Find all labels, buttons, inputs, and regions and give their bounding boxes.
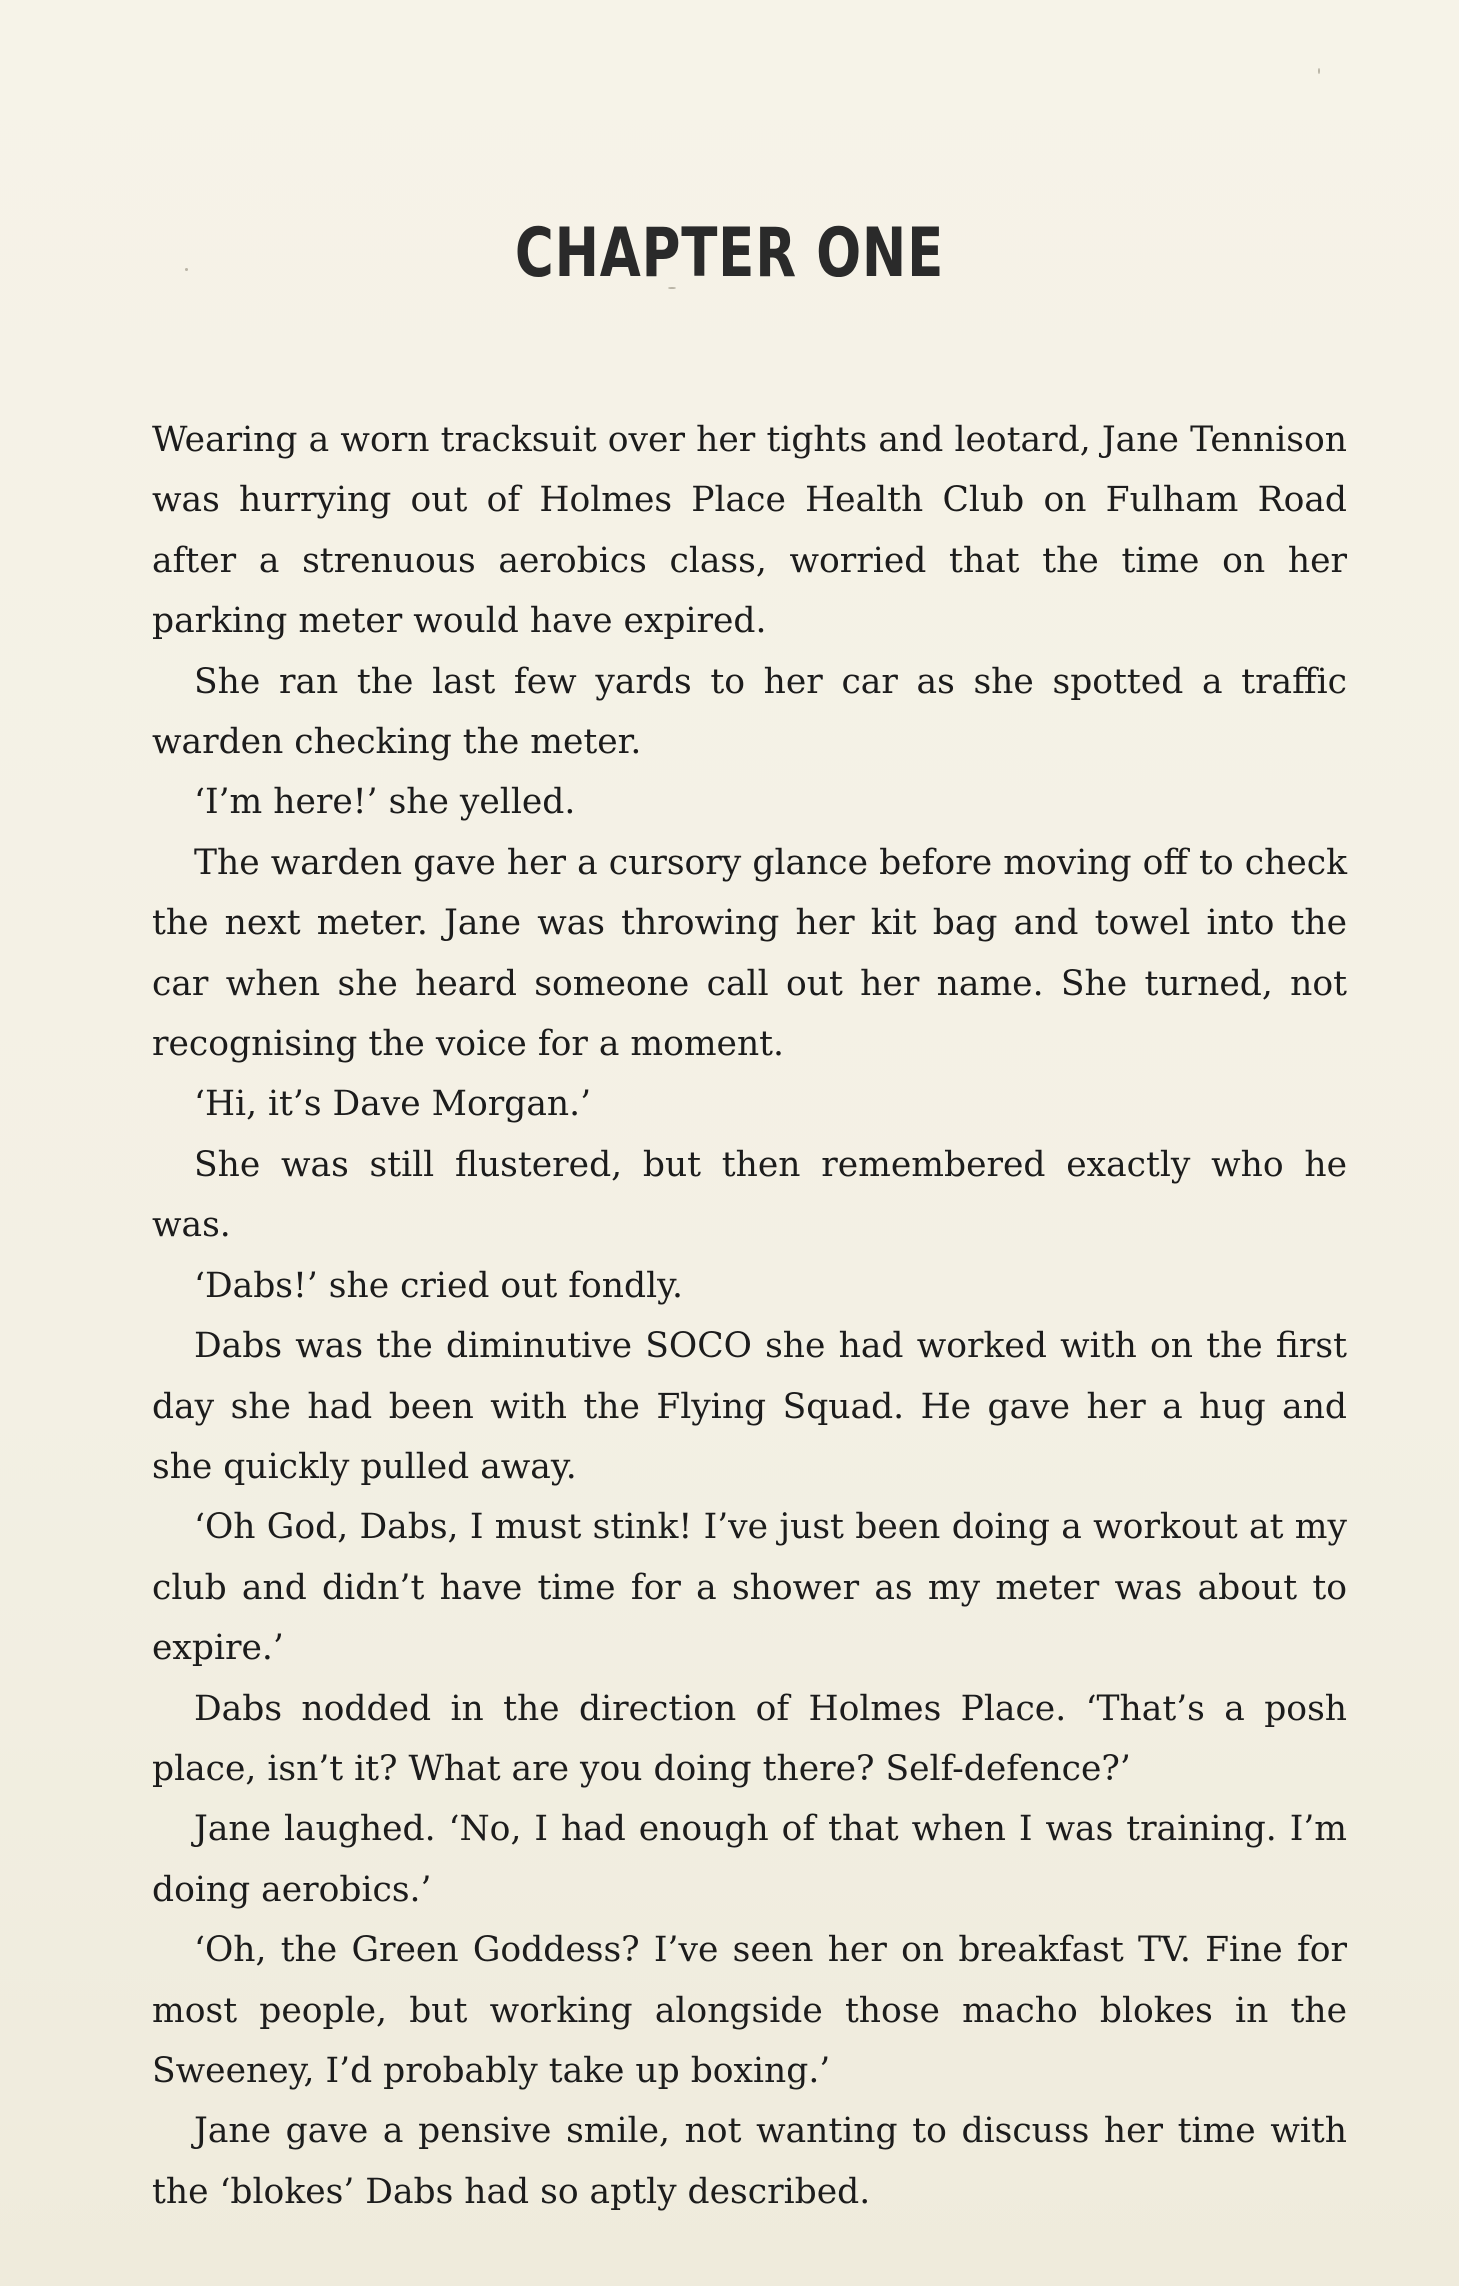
- paragraph: Dabs nodded in the direction of Holmes Place. ‘That’s a posh place, isn’t it? What are you doing there? Self-defence?’: [152, 1688, 1347, 1789]
- paragraph: She ran the last few yards to her car as she spotted a traffic warden checking the meter.: [152, 661, 1347, 763]
- paragraph: Jane gave a pensive smile, not wanting to discuss her time with the ‘blokes’ Dabs had so aptly described.: [152, 2111, 1347, 2212]
- paragraph: Dabs was the diminutive SOCO she had worked with on the first day she had been with the Flying Squad. He gave her a hug and she quickly pulled away.: [152, 1326, 1347, 1487]
- paragraph: ‘Oh, the Green Goddess? I’ve seen her on breakfast TV. Fine for most people, but working alongside those macho blokes in the Sweeney, I’d probably take up boxing.’: [152, 1930, 1347, 2091]
- paragraph: ‘Dabs!’ she cried out fondly.: [194, 1265, 683, 1306]
- paragraph: ‘Oh God, Dabs, I must stink! I’ve just been doing a workout at my club and didn’t have time for a shower as my meter was about to expire.’: [152, 1507, 1347, 1669]
- paragraph: The warden gave her a cursory glance before moving off to check the next meter. Jane was throwing her kit bag and towel into the car when she heard someone call out her name. She turned, not recognising the voice for a moment.: [152, 842, 1347, 1065]
- paragraph: ‘Hi, it’s Dave Morgan.’: [194, 1084, 592, 1125]
- chapter-body: [152, 410, 1347, 2222]
- paragraph: ‘I’m here!’ she yelled.: [194, 782, 576, 823]
- chapter-title: CHAPTER ONE: [514, 213, 945, 293]
- paragraph: Jane laughed. ‘No, I had enough of that when I was training. I’m doing aerobics.’: [152, 1809, 1347, 1910]
- paper-speck: [1318, 68, 1320, 74]
- paragraph: She was still flustered, but then remembered exactly who he was.: [152, 1144, 1347, 1246]
- paragraph: Wearing a worn tracksuit over her tights and leotard, Jane Tennison was hurrying out of Holmes Place Health Club on Fulham Road after a strenuous aerobics class, worried that the time on her parking meter would have expired.: [152, 420, 1347, 642]
